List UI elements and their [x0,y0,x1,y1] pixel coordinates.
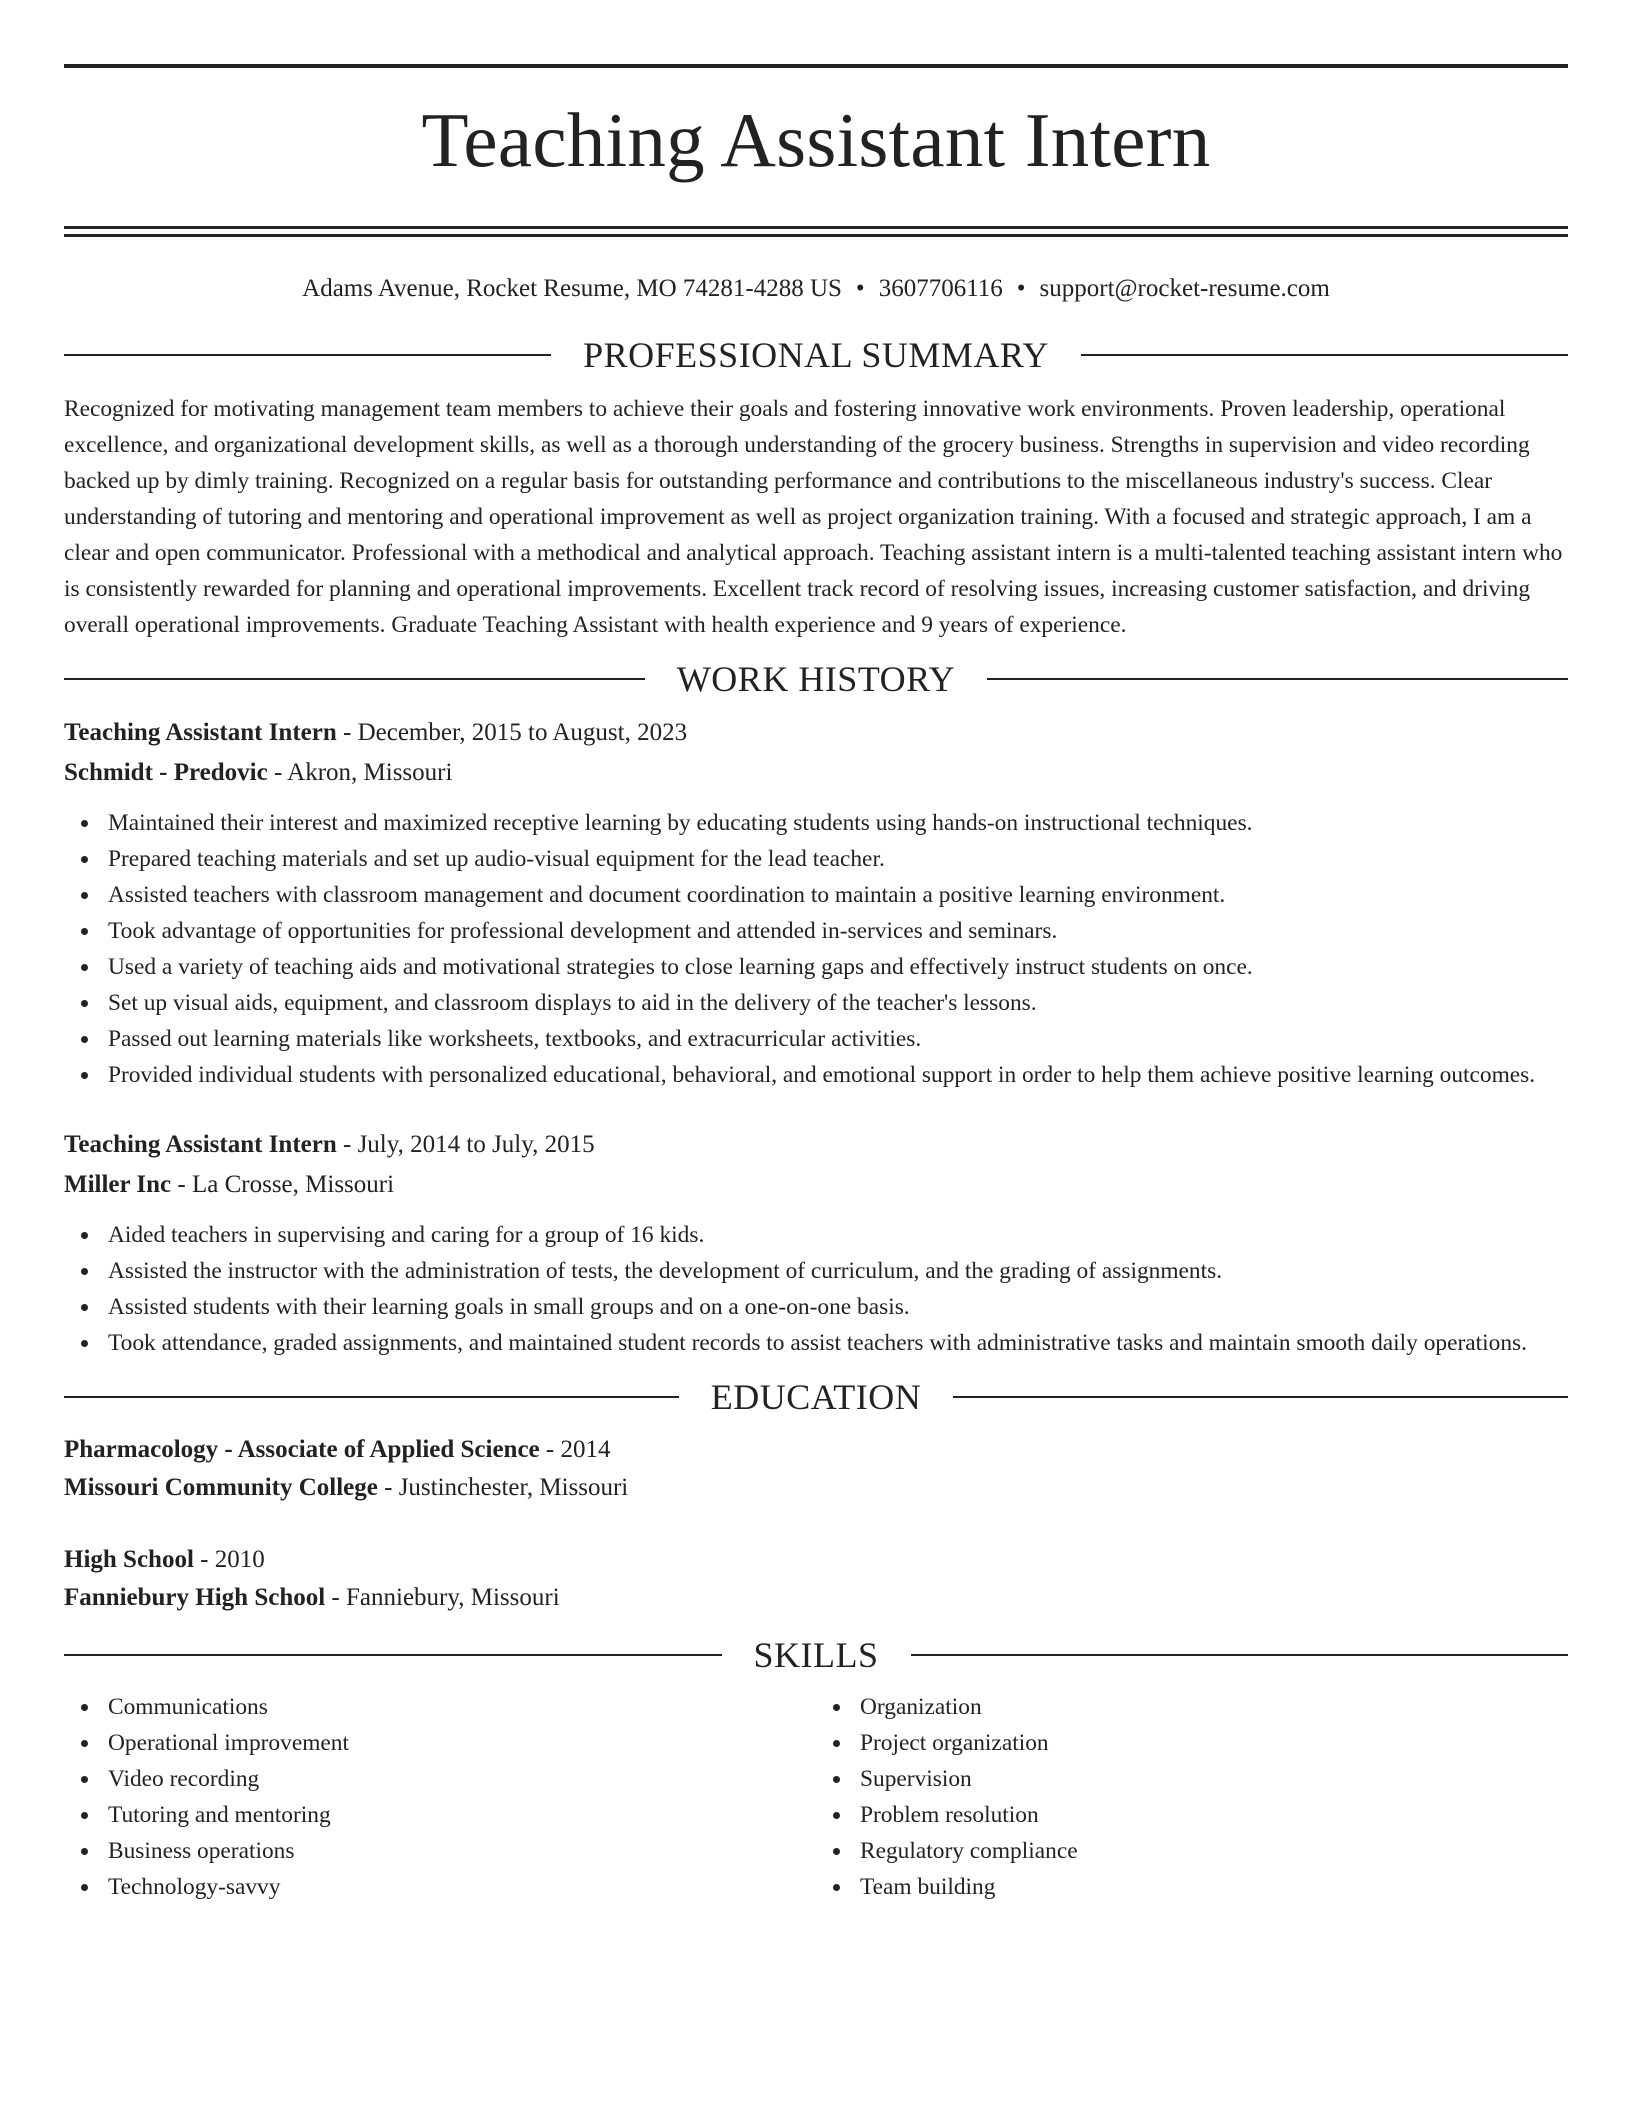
section-title-work: WORK HISTORY [676,659,956,699]
bullet-dot [81,1704,88,1711]
job-title: Teaching Assistant Intern [64,1131,337,1158]
bullet-dot [81,856,88,863]
list-item [816,1689,1568,1725]
job-dates: - December, 2015 to August, 2023 [336,719,688,746]
education-school-line [64,1469,1568,1507]
bullet-text: Passed out learning materials like worksheets, textbooks, and extracurricular activities. [108,1026,922,1052]
skill-text: Video recording [108,1766,260,1792]
education-location: - Fanniebury, Missouri [325,1584,560,1611]
education-school: Missouri Community College [64,1474,378,1501]
list-item [64,1797,816,1833]
section-rule-left [64,678,645,680]
list-item [64,1833,816,1869]
section-rule-right [1081,354,1568,356]
list-item [64,1725,816,1761]
job-entry [64,713,1568,1093]
education-year: - 2014 [539,1436,611,1463]
contact-phone[interactable]: 3607706116 [878,275,1003,302]
bullet-dot [81,1304,88,1311]
list-item [64,877,1568,913]
list-item [64,1869,816,1905]
education-degree: High School [64,1546,194,1573]
skills-column-right [816,1689,1568,1905]
skill-text: Communications [108,1694,268,1720]
job-title: Teaching Assistant Intern [64,719,337,746]
bullet-dot [81,1072,88,1079]
job-company: Miller Inc [64,1171,172,1198]
bullet-dot [81,1232,88,1239]
job-company: Schmidt - Predovic [64,759,268,786]
bullet-dot [81,1884,88,1891]
contact-separator: • [1016,275,1026,302]
education-degree-line [64,1541,1568,1579]
list-item [64,1217,1568,1253]
list-item [816,1761,1568,1797]
bullet-dot [81,820,88,827]
job-dates: - July, 2014 to July, 2015 [336,1131,595,1158]
contact-address: Adams Avenue, Rocket Resume, MO 74281-4288 US [302,275,842,302]
bullet-text: Provided individual students with personalized educational, behavioral, and emotional support in order to help them achieve positive learning outcomes. [108,1062,1536,1088]
top-rule [64,64,1568,68]
list-item [816,1833,1568,1869]
skills-list-left [64,1689,816,1905]
section-header-education [64,1375,1568,1419]
bullet-dot [81,1848,88,1855]
resume-title: Teaching Assistant Intern [421,97,1211,183]
bullet-dot [81,1812,88,1819]
bullet-text: Assisted the instructor with the administration of tests, the development of curriculum, and the grading of assignments. [108,1258,1223,1284]
bullet-dot [833,1740,840,1747]
list-item [64,1689,816,1725]
job-bullet-list [64,1217,1568,1361]
skill-text: Team building [860,1874,996,1900]
bullet-dot [81,892,88,899]
list-item [816,1797,1568,1833]
job-entry [64,1125,1568,1361]
list-item [64,1325,1568,1361]
list-item [816,1869,1568,1905]
skill-text: Regulatory compliance [860,1838,1078,1864]
bullet-text: Assisted teachers with classroom management and document coordination to maintain a positive learning environment. [108,882,1226,908]
bullet-dot [81,928,88,935]
bullet-text: Took attendance, graded assignments, and maintained student records to assist teachers with administrative tasks and maintain smooth daily operations. [108,1330,1527,1356]
skill-text: Supervision [860,1766,972,1792]
education-degree: Pharmacology - Associate of Applied Science [64,1436,540,1463]
list-item [64,1253,1568,1289]
list-item [64,1761,816,1797]
skill-text: Technology-savvy [108,1874,281,1900]
bullet-text: Assisted students with their learning goals in small groups and on a one-on-one basis. [108,1294,910,1320]
bullet-text: Aided teachers in supervising and caring for a group of 16 kids. [108,1222,705,1248]
bullet-dot [81,1268,88,1275]
contact-email[interactable]: support@rocket-resume.com [1039,275,1330,302]
section-rule-left [64,354,551,356]
section-rule-left [64,1654,722,1656]
section-title-skills: SKILLS [753,1635,879,1675]
section-header-summary [64,333,1568,377]
education-location: - Justinchester, Missouri [377,1474,629,1501]
bullet-text: Took advantage of opportunities for professional development and attended in-services and seminars. [108,918,1058,944]
title-double-rule [64,226,1568,237]
skill-text: Organization [860,1694,982,1720]
education-entry [64,1541,1568,1617]
skills-grid [64,1689,1568,1905]
bullet-dot [833,1776,840,1783]
bullet-dot [81,964,88,971]
job-company-line [64,753,1568,793]
education-school: Fanniebury High School [64,1584,326,1611]
list-item [64,949,1568,985]
section-header-skills [64,1633,1568,1677]
bullet-text: Maintained their interest and maximized receptive learning by educating students using hands-on instructional techniques. [108,810,1253,836]
job-title-line [64,713,1568,753]
bullet-text: Used a variety of teaching aids and motivational strategies to close learning gaps and effectively instruct students on once. [108,954,1253,980]
job-title-line [64,1125,1568,1165]
education-degree-line [64,1431,1568,1469]
bullet-dot [833,1848,840,1855]
skill-text: Tutoring and mentoring [108,1802,331,1828]
bullet-dot [833,1704,840,1711]
contact-separator: • [855,275,865,302]
list-item [816,1725,1568,1761]
bullet-dot [81,1776,88,1783]
section-rule-right [953,1396,1568,1398]
list-item [64,913,1568,949]
bullet-dot [81,1036,88,1043]
bullet-dot [81,1740,88,1747]
section-title-education: EDUCATION [710,1377,922,1417]
job-company-line [64,1165,1568,1205]
education-year: - 2010 [193,1546,265,1573]
job-location: - Akron, Missouri [267,759,453,786]
bullet-text: Prepared teaching materials and set up audio-visual equipment for the lead teacher. [108,846,885,872]
list-item [64,841,1568,877]
bullet-dot [81,1000,88,1007]
section-rule-right [911,1654,1569,1656]
list-item [64,985,1568,1021]
section-rule-right [987,678,1568,680]
bullet-dot [833,1884,840,1891]
bullet-dot [833,1812,840,1819]
job-bullet-list [64,805,1568,1093]
skills-list-right [816,1689,1568,1905]
bullet-text: Set up visual aids, equipment, and classroom displays to aid in the delivery of the teacher's lessons. [108,990,1037,1016]
list-item [64,1289,1568,1325]
skill-text: Problem resolution [860,1802,1039,1828]
job-location: - La Crosse, Missouri [171,1171,395,1198]
skill-text: Business operations [108,1838,295,1864]
bullet-dot [81,1340,88,1347]
skill-text: Operational improvement [108,1730,349,1756]
section-title-summary: PROFESSIONAL SUMMARY [583,335,1049,375]
skills-column-left [64,1689,816,1905]
section-rule-left [64,1396,679,1398]
section-header-work [64,657,1568,701]
summary-paragraph: Recognized for motivating management team members to achieve their goals and fostering innovative work environments. Proven leadership, operational excellence, and organizational development skills, as well as a thorough understanding of the grocery business. Strengths in supervision and video recording backed up by dimly training. Recognized on a regular basis for outstanding performance and contributions to the miscellaneous industry's success. Clear understanding of tutoring and mentoring and operational improvement as well as project organization training. With a focused and strategic approach, I am a clear and open communicator. Professional with a methodical and analytical approach. Teaching assistant intern is a multi-talented teaching assistant intern who is consistently rewarded for planning and operational improvements. Excellent track record of resolving issues, increasing customer satisfaction, and driving overall operational improvements. Graduate Teaching Assistant with health experience and 9 years of experience. [64,396,1563,638]
list-item [64,1021,1568,1057]
education-entry [64,1431,1568,1507]
skill-text: Project organization [860,1730,1049,1756]
list-item [64,1057,1568,1093]
list-item [64,805,1568,841]
contact-line [64,273,1568,305]
education-school-line [64,1579,1568,1617]
